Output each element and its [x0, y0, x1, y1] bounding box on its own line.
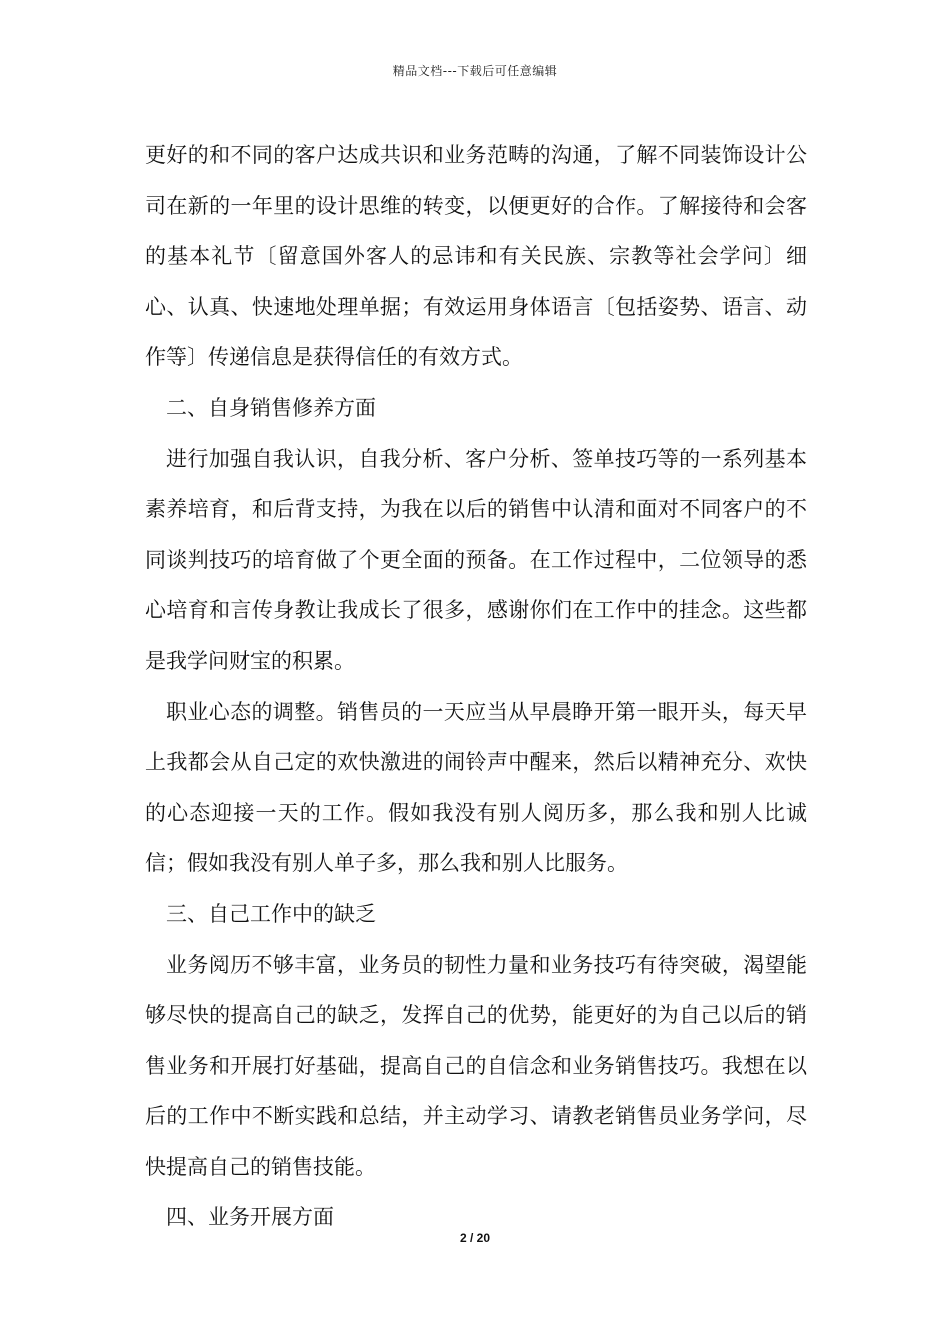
section-heading-self-cultivation: 二、自身销售修养方面 [166, 395, 376, 420]
paragraph-shortcomings: 业务阅历不够丰富，业务员的韧性力量和业务技巧有待突破，渴望能够尽快的提高自己的缺乏，发挥自己的优势，能更好的为自己以后的销售业务和开展打好基础，提高自己的自信念和业务销售技巧。我想在以后的工作中不断实践和总结，并主动学习、请教老销售员业务学问，尽快提高自己的销售技能。 [145, 952, 807, 1179]
paragraph-self-awareness: 进行加强自我认识，自我分析、客户分析、签单技巧等的一系列基本素养培育，和后背支持，为我在以后的销售中认清和面对不同客户的不同谈判技巧的培育做了个更全面的预备。在工作过程中，二位领导的悉心培育和言传身教让我成长了很多，感谢你们在工作中的挂念。这些都是我学问财宝的积累。 [145, 446, 807, 673]
page-number: 2 / 20 [459, 1231, 491, 1245]
section-heading-business-development: 四、业务开展方面 [166, 1205, 334, 1230]
page-header: 精品文档---下载后可任意编辑 [392, 64, 558, 78]
paragraph-continued: 更好的和不同的客户达成共识和业务范畴的沟通，了解不同装饰设计公司在新的一年里的设计思维的转变，以便更好的合作。了解接待和会客的基本礼节〔留意国外客人的忌讳和有关民族、宗教等社会学问〕细心、认真、快速地处理单据；有效运用身体语言〔包括姿势、语言、动作等〕传递信息是获得信任的有效方式。 [145, 143, 807, 370]
section-heading-shortcomings: 三、自己工作中的缺乏 [166, 901, 376, 926]
paragraph-attitude: 职业心态的调整。销售员的一天应当从早晨睁开第一眼开头，每天早上我都会从自己定的欢快激进的闹铃声中醒来，然后以精神充分、欢快的心态迎接一天的工作。假如我没有别人阅历多，那么我和别人比诚信；假如我没有别人单子多，那么我和别人比服务。 [145, 699, 807, 876]
document-body [145, 130, 807, 1243]
